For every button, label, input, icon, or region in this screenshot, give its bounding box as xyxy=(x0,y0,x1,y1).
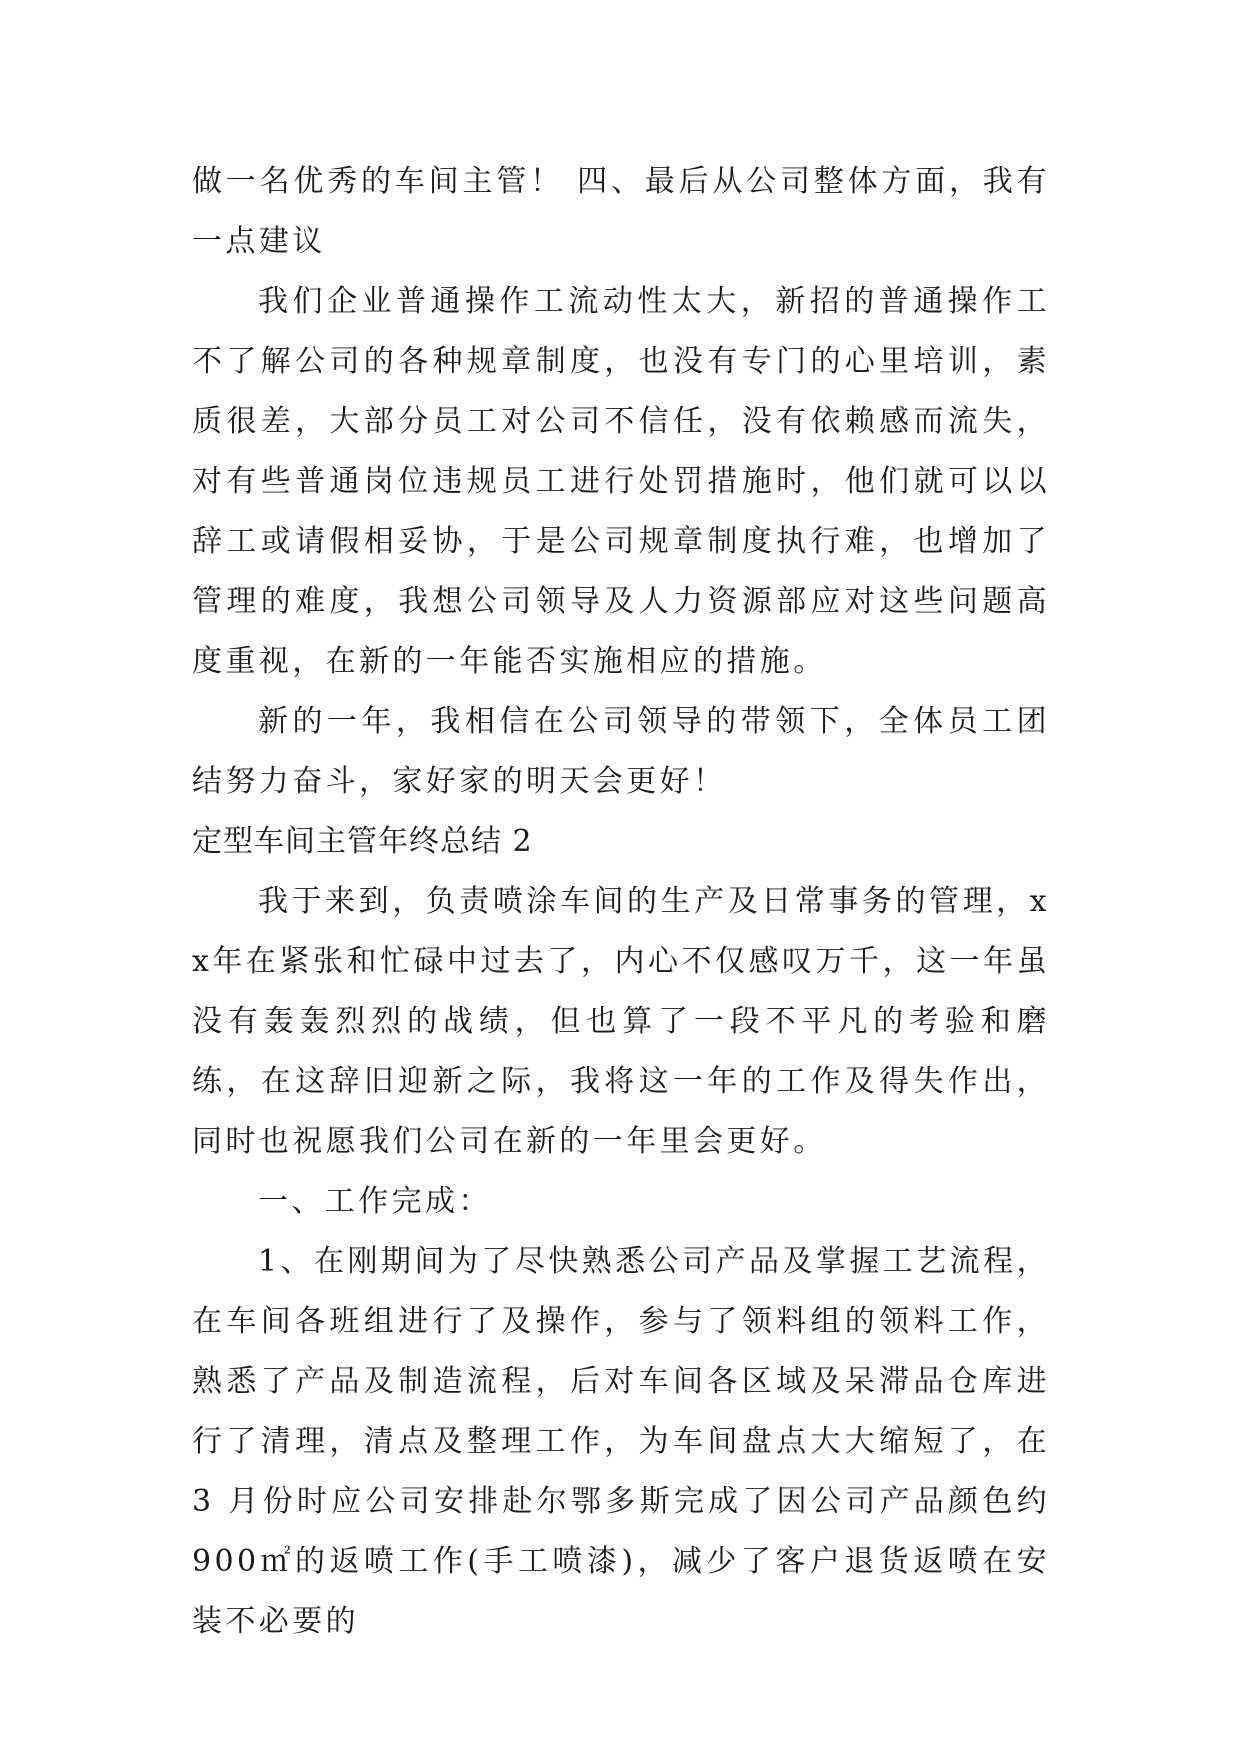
paragraph-worker-turnover: 我们企业普通操作工流动性太大，新招的普通操作工不了解公司的各种规章制度，也没有专门的心里培训，素质很差，大部分员工对公司不信任，没有依赖感而流失，对有些普通岗位违规员工进行处罚措施时，他们就可以以辞工或请假相妥协，于是公司规章制度执行难，也增加了管理的难度，我想公司领导及人力资源部应对这些问题高度重视，在新的一年能否实施相应的措施。 xyxy=(192,284,1050,679)
document-body xyxy=(192,152,1050,1652)
paragraph-intro-summary: 我于来到，负责喷涂车间的生产及日常事务的管理，xx年在紧张和忙碌中过去了，内心不仅感叹万千，这一年虽没有轰轰烈烈的战绩，但也算了一段不平凡的考验和磨练，在这辞旧迎新之际，我将这一年的工作及得失作出，同时也祝愿我们公司在新的一年里会更好。 xyxy=(192,884,1050,1159)
section-title: 定型车间主管年终总结 2 xyxy=(192,824,533,859)
paragraph-item-1: 1、在刚期间为了尽快熟悉公司产品及掌握工艺流程，在车间各班组进行了及操作，参与了领料组的领料工作，熟悉了产品及制造流程，后对车间各区域及呆滞品仓库进行了清理，清点及整理工作，为车间盘点大大缩短了，在 3 月份时应公司安排赴尔鄂多斯完成了因公司产品颜色约 900㎡的返喷工作(手工喷漆)，减少了客户退货返喷在安装不必要的 xyxy=(192,1244,1050,1639)
paragraph-new-year-wish: 新的一年，我相信在公司领导的带领下，全体员工团结努力奋斗，家好家的明天会更好！ xyxy=(192,704,1050,799)
subheading-work-completed: 一、工作完成： xyxy=(258,1184,492,1219)
paragraph-closing-suggestion-intro: 做一名优秀的车间主管！ 四、最后从公司整体方面，我有一点建议 xyxy=(192,164,1050,259)
